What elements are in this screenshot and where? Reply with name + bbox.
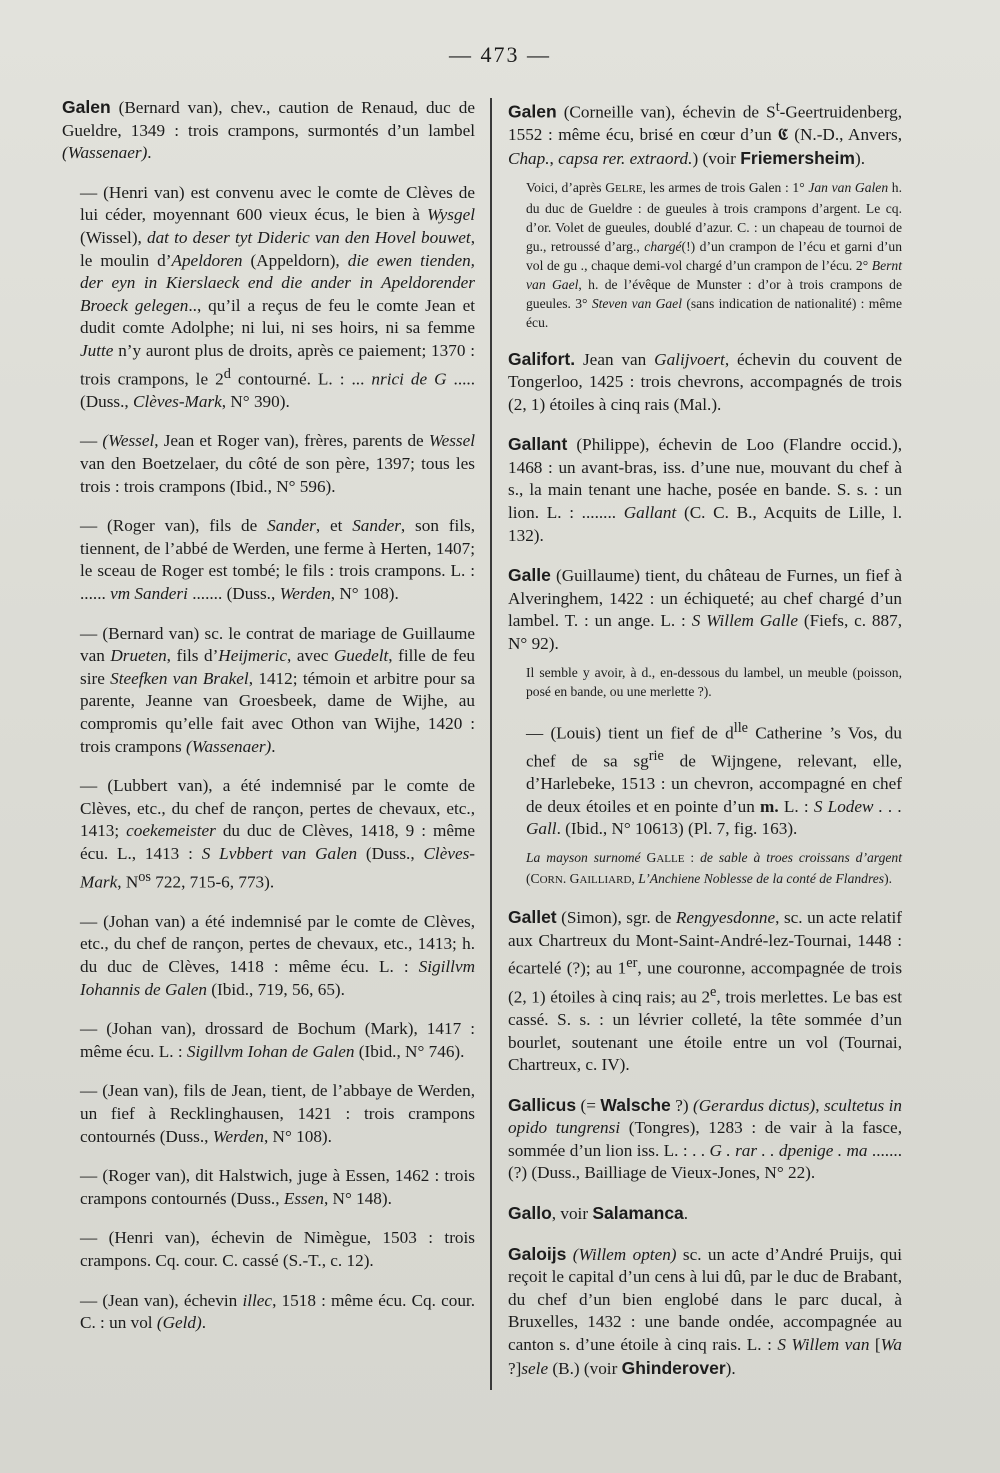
armorial-entry: — (Jean van), fils de Jean, tient, de l’abbaye de Werden, un fief à Recklinghausen, 1421 : trois crampons contournés (Duss., Werden, N° 108).	[80, 1081, 475, 1146]
armorial-entry: Gallant (Philippe), échevin de Loo (Flandre occid.), 1468 : un avant-bras, iss. d’une nue, mouvant du chef à s., la main tenant une hache, posée en bande. S. s. : un lion. L. : ........ Gallant (C. C. B., Acquits de Lille, l. 132).	[508, 434, 902, 545]
armorial-entry: Galifort. Jean van Galijvoert, échevin du couvent de Tongerloo, 1425 : trois chevrons, accompagnés de trois (2, 1) étoiles à cinq rais (Mal.).	[508, 348, 903, 414]
note-paragraph: Il semble y avoir, à d., en-dessous du lambel, un meuble (poisson, posé en bande, ou une merlette ?).	[526, 664, 902, 699]
armorial-entry: — (Roger van), dit Halstwich, juge à Essen, 1462 : trois crampons contournés (Duss., Essen, N° 148).	[80, 1166, 475, 1208]
armorial-entry: — (Bernard van) sc. le contrat de mariage de Guillaume van Drueten, fils d’Heijmeric, avec Guedelt, fille de feu sire Steefken van Brakel, 1412; témoin et arbitre pour sa parente, Jeanne van Groesbeek, dame de Wijhe, au compromis qu’elle fait avec Othon van Wijhe, 1420 : trois crampons (Wassenaer).	[80, 623, 475, 756]
armorial-entry: — (Louis) tient un fief de $d^{lle}$ Catherine ’s Vos, du chef de sa $sg^{rie}$ de Wijngene, relevant, elle, d’Harlebeke, 1513 : un chevron, accompagné en chef de deux étoiles et en pointe d’un m. L. : S Lodew . . . Gall. (Ibid., N° 10613) (Pl. 7, fig. 163).	[526, 719, 902, 839]
armorial-entry: Galle (Guillaume) tient, du château de Furnes, un fief à Alveringhem, 1422 : un échiqueté; au chef chargé d’un lambel. T. : un ange. L. : S Willem Galle (Fiefs, c. 887, N° 92).	[508, 565, 902, 654]
right-column	[508, 96, 902, 1397]
note-paragraph: La mayson surnomé GALLE : de sable à troes croissans d’argent (CORN. GAILLIARD, L’Anchiene Noblesse de la conté de Flandres).	[526, 850, 902, 887]
armorial-entry: — (Johan van) a été indemnisé par le comte de Clèves, etc., du chef de rançon, pertes de chevaux, etc., 1413; h. du duc de Clèves, 1418 : même écu. L. : Sigillvm Iohannis de Galen (Ibid., 719, 56, 65).	[80, 911, 475, 999]
armorial-entry: — (Henri van), échevin de Nimègue, 1503 : trois crampons. Cq. cour. C. cassé (S.-T., c. 12).	[80, 1228, 475, 1270]
armorial-entry: Gallicus (= Walsche ?) (Gerardus dictus), scultetus in opido tungrensi (Tongres), 1283 : de vair à la fasce, sommée d’un lion iss. L. : . . G . rar . . dpenige . ma ....... (?) (Duss., Bailliage de Vieux-Jones, N° 22).	[508, 1094, 902, 1183]
armorial-entry: Galoijs (Willem opten) sc. un acte d’André Pruijs, qui reçoit le capital d’un cens à lui dû, par le duc de Brabant, du chef d’un bien englobé dans le parc ducal, à Bruxelles, 1432 : une bande ondée, accompagnée au canton s. d’une étoile à cinq rais. L. : S Willem van [Wa ?]sele (B.) (voir Ghinderover).	[508, 1243, 903, 1378]
note-paragraph: Voici, d’après GELRE, les armes de trois Galen : 1° Jan van Galen h. du duc de Gueldre : de gueules à trois crampons d’argent. Le cq. d’or. Volet de gueules, doublé d’azur. C. : un chapeau de tournoi de gu., retroussé d’arg., chargé(!) d’un crampon de l’écu et garni d’un vol de gu ., chaque demi-vol chargé d’un crampon de l’écu. 2° Bernt van Gael, h. de l’évêque de Munster : d’or à trois crampons de gueules. 3° Steven van Gael (sans indication de nationalité) : même écu.	[526, 179, 903, 330]
armorial-entry: Galen (Corneille van), échevin de $S^t$-Geertruidenberg, 1552 : même écu, brisé en cœur d’un 𝕮 (N.-D., Anvers, Chap., capsa rer. extraord.) (voir Friemersheim).	[508, 99, 902, 168]
armorial-entry: Gallo, voir Salamanca.	[508, 1203, 689, 1224]
page-number: — 473 —	[449, 42, 551, 67]
column-divider	[490, 98, 492, 1390]
left-column	[62, 96, 475, 1352]
armorial-entry: — (Wessel, Jean et Roger van), frères, parents de Wessel van den Boetzelaer, du côté de son père, 1397; tous les trois : trois crampons (Ibid., N° 596).	[80, 431, 476, 496]
armorial-entry: — (Jean van), échevin illec, 1518 : même écu. Cq. cour. C. : un vol (Geld).	[80, 1290, 475, 1333]
armorial-entry: — (Roger van), fils de Sander, et Sander, son fils, tiennent, de l’abbé de Werden, une ferme à Herten, 1407; le sceau de Roger est tombé; le fils : trois crampons. L. : ...... vm Sanderi ....... (Duss., Werden, N° 108).	[80, 516, 476, 604]
armorial-entry: Gallet (Simon), sgr. de Rengyesdonne, sc. un acte relatif aux Chartreux du Mont-Saint-André-lez-Tournai, 1448 : écartelé (?); au 1er, une couronne, accompagnée de trois (2, 1) étoiles à cinq rais; au 2e, trois merlettes. Le bas est cassé. S. s. : un lévrier colleté, la tête sommée d’un bourlet, soutenant une étoile entre un vol (Tournai, Chartreux, c. IV).	[508, 907, 903, 1075]
armorial-entry: — (Lubbert van), a été indemnisé par le comte de Clèves, etc., du chef de rançon, pertes de chevaux, etc., 1413; coekemeister du duc de Clèves, 1418, 9 : même écu. L., 1413 : S Lvbbert van Galen (Duss., Clèves-Mark, $N^{os}$ 722, 715-6, 773).	[80, 776, 476, 892]
armorial-entry: — (Henri van) est convenu avec le comte de Clèves de lui céder, moyennant 600 vieux écus, le bien à Wysgel (Wissel), dat to deser tyt Dideric van den Hovel bouwet, le moulin d’Apeldoren (Appeldorn), die ewen tienden, der eyn in Kierslaeck end die ander in Apeldorender Broeck gelegen.., qu’il a reçus de feu le comte Jean et dudit comte Adolphe; ni lui, ni ses hoirs, ni sa femme Jutte n’y auront plus de droits, après ce paiement; 1370 : trois crampons, le 2$^d$ contourné. L. : ... nrici de G ..... (Duss., Clèves-Mark, N° 390).	[80, 182, 476, 411]
armorial-entry: — (Johan van), drossard de Bochum (Mark), 1417 : même écu. L. : Sigillvm Iohan de Galen (Ibid., N° 746).	[80, 1019, 475, 1061]
armorial-entry: Galen (Bernard van), chev., caution de Renaud, duc de Gueldre, 1349 : trois crampons, surmontés d’un lambel (Wassenaer).	[62, 97, 475, 163]
